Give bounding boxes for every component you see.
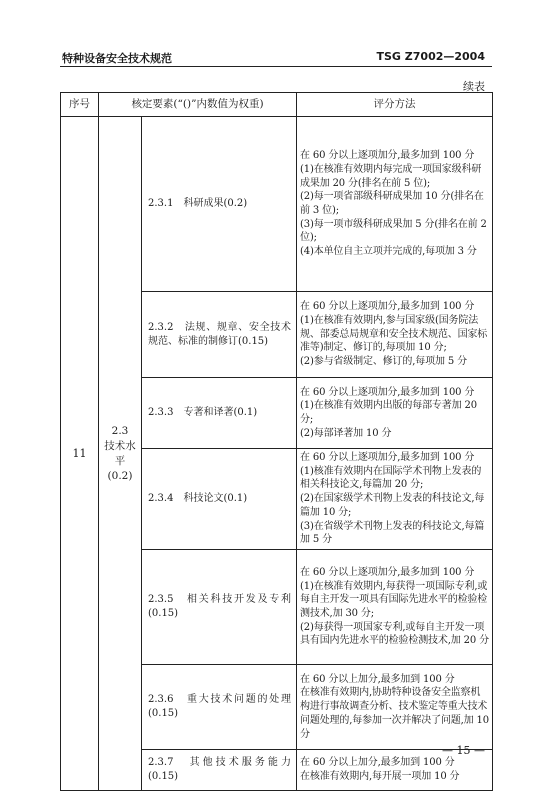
method-line: 在 60 分以上逐项加分,最多加到 100 分 bbox=[300, 301, 475, 313]
row-number: 11 bbox=[61, 117, 99, 791]
header-seq: 序号 bbox=[61, 93, 99, 117]
method-line: (2)每部译著加 10 分 bbox=[300, 427, 392, 439]
method-cell bbox=[297, 550, 493, 665]
item-cell: 2.3.5 相关科技开发及专利(0.15) bbox=[142, 550, 297, 665]
method-line: 在 60 分以上逐项加分,最多加到 100 分 bbox=[300, 386, 475, 398]
method-line: (1)在核准有效期内,每获得一项国际专利,或每自主开发一项具有国际先进水平的检验检测技术,加 30 分; bbox=[300, 580, 488, 619]
method-line: (3)每一项市级科研成果加 5 分(排名在前 2 位); bbox=[300, 218, 487, 244]
method-cell bbox=[297, 665, 493, 750]
item-cell: 2.3.4 科技论文(0.1) bbox=[142, 449, 297, 550]
method-line: (1)核准有效期内在国际学术刊物上发表的相关科技论文,每篇加 20 分; bbox=[300, 465, 482, 491]
method-line: (2)在国家级学术刊物上发表的科技论文,每篇加 10 分; bbox=[300, 493, 485, 518]
category-cell bbox=[99, 117, 142, 791]
category-line: 2.3 bbox=[111, 424, 129, 437]
method-line: (1)在核准有效期内,参与国家级(国务院法规、部委总局规章和安全技术规范、国家标准等)制定、修订的,每项加 10 分; bbox=[300, 314, 488, 354]
method-line: (1)在核准有效期内每完成一项国家级科研成果加 20 分(排名在前 5 位); bbox=[300, 163, 482, 189]
method-cell bbox=[297, 117, 493, 292]
method-cell bbox=[297, 292, 493, 378]
method-line: (2)每一项省部级科研成果加 10 分(排名在前 3 位); bbox=[300, 191, 484, 216]
method-cell bbox=[297, 378, 493, 449]
method-line: (3)在省级学术刊物上发表的科技论文,每篇加 5 分 bbox=[300, 520, 485, 546]
item-cell: 2.3.2 法规、规章、安全技术规范、标准的制修订(0.15) bbox=[142, 292, 297, 378]
method-line: 在 60 分以上逐项加分,最多加到 100 分 bbox=[300, 452, 475, 464]
method-line: (1)在核准有效期内出版的每部专著加 20 分; bbox=[300, 400, 477, 425]
continued-label: 续表 bbox=[463, 80, 485, 93]
item-cell: 2.3.7 其他技术服务能力(0.15) bbox=[142, 750, 297, 791]
method-line: 在 60 分以上加分,最多加到 100 分 bbox=[300, 673, 455, 685]
header-element: 核定要素(“()”内数值为权重) bbox=[99, 93, 297, 117]
method-line: 在核准有效期内,每开展一项加 10 分 bbox=[300, 771, 460, 782]
method-line: 在 60 分以上逐项加分,最多加到 100 分 bbox=[300, 566, 475, 578]
method-line: (2)参与省级制定、修订的,每项加 5 分 bbox=[300, 356, 467, 368]
method-line: 在核准有效期内,协助特种设备安全监察机构进行事故调查分析、技术鉴定等重大技术问题处理的,每参加一次并解决了问题,加 10 分 bbox=[300, 687, 489, 740]
category-line: (0.2) bbox=[107, 469, 133, 482]
item-cell: 2.3.3 专著和译著(0.1) bbox=[142, 378, 297, 449]
item-cell: 2.3.6 重大技术问题的处理(0.15) bbox=[142, 665, 297, 750]
running-header-code: TSG Z7002—2004 bbox=[376, 50, 485, 63]
item-cell: 2.3.1 科研成果(0.2) bbox=[142, 117, 297, 292]
table-row bbox=[61, 117, 493, 292]
method-line: 在 60 分以上加分,最多加到 100 分 bbox=[300, 757, 455, 769]
running-header-title: 特种设备安全技术规范 bbox=[62, 52, 172, 65]
header-rule bbox=[60, 66, 492, 67]
category-line: 平 bbox=[114, 454, 126, 467]
table-header-row bbox=[61, 93, 493, 117]
page-number: — 15 — bbox=[442, 744, 485, 757]
method-line: (2)每获得一项国家专利,或每自主开发一项具有国内先进水平的检验检测技术,加 20 分 bbox=[300, 621, 489, 647]
category-line: 技术水 bbox=[104, 439, 136, 452]
header-method: 评分方法 bbox=[297, 93, 493, 117]
method-line: (4)本单位自主立项并完成的,每项加 3 分 bbox=[300, 246, 477, 258]
scoring-table bbox=[60, 92, 493, 791]
method-line: 在 60 分以上逐项加分,最多加到 100 分 bbox=[300, 150, 475, 162]
method-cell bbox=[297, 449, 493, 550]
